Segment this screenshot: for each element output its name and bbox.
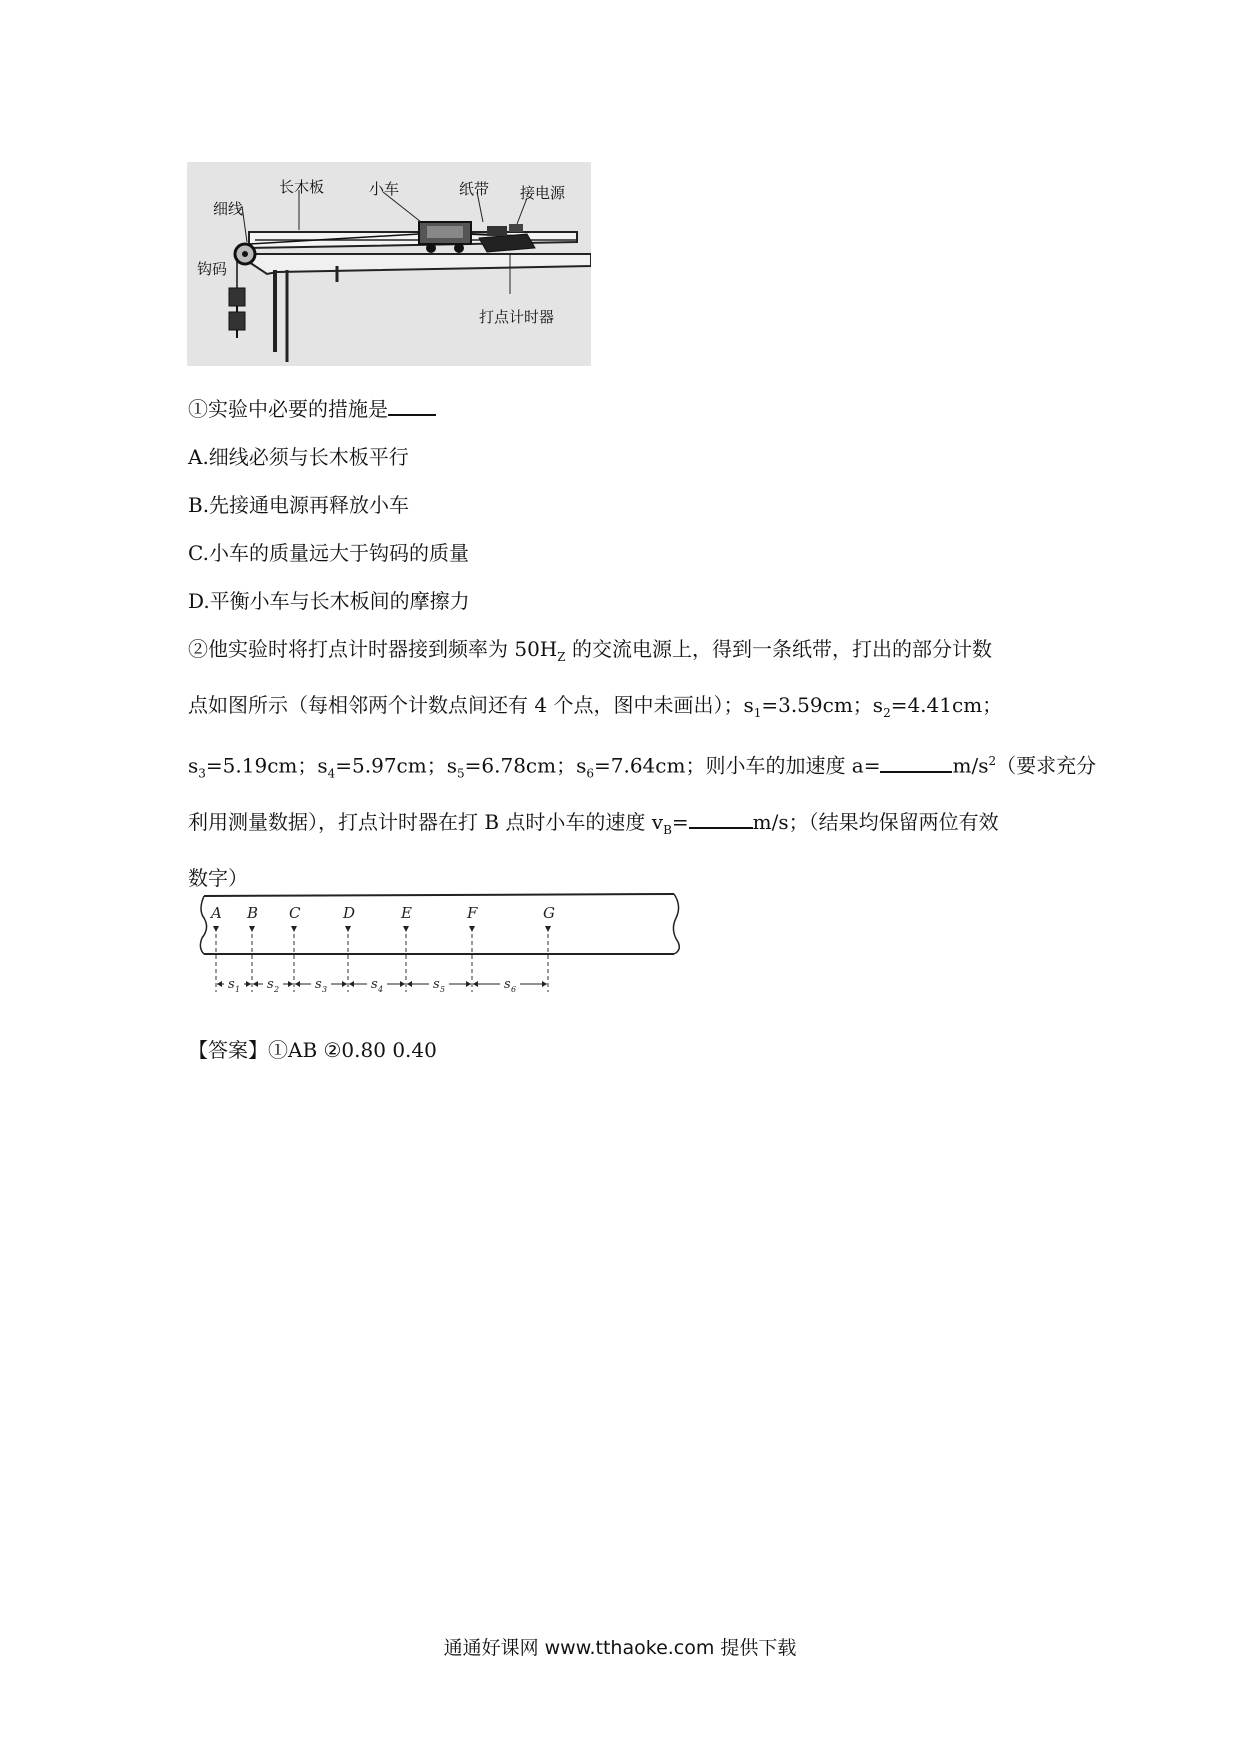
segment-label-s1: s: [228, 977, 235, 992]
answer-line: [188, 1036, 437, 1064]
segment-arrowhead-left-5: [407, 981, 412, 987]
segment-arrowhead-right-1: [246, 981, 251, 987]
tape-illustration: [196, 888, 690, 1008]
tape-point-label-a: A: [211, 904, 222, 922]
tape-point-label-c: C: [289, 904, 301, 922]
segment-label-sub-6: 6: [511, 985, 517, 994]
segment-label-sub-5: 5: [440, 985, 446, 994]
segment-label-sub-4: 4: [378, 985, 384, 994]
tape-point-label-f: F: [467, 904, 478, 922]
tape-top-edge: [204, 894, 674, 896]
segment-label-s6: s: [504, 977, 511, 992]
question1-blank: [388, 396, 436, 416]
velocity-blank: [689, 809, 753, 829]
tape-point-label-d: D: [343, 904, 356, 922]
label-thread: 细线: [213, 200, 244, 218]
question2-line4: 利用测量数据），打点计时器在打 B 点时小车的速度 $v_B= m/s$；（结果均保留两位有效: [188, 809, 999, 837]
tape-point-label-e: E: [401, 904, 412, 922]
label-board: 长木板: [279, 178, 325, 196]
question1-option-d: D.平衡小车与长木板间的摩擦力: [188, 589, 470, 613]
answer-label: 【答案】: [188, 1038, 268, 1062]
segment-label-s5: s: [433, 977, 440, 992]
footer-text: 通通好课网 www.tthaoke.com 提供下载: [443, 1637, 797, 1659]
label-weight: 钩码: [197, 260, 228, 278]
segment-arrowhead-right-6: [542, 981, 547, 987]
question2-line1: ②他实验时将打点计时器接到频率为 $50H_Z$ 的交流电源上，得到一条纸带，打出的部分计数: [188, 637, 992, 664]
tape-point-mark-a: [213, 926, 219, 932]
question2-line5: 数字）: [188, 865, 248, 890]
label-cart: 小车: [369, 180, 400, 198]
question1-option-c: C.小车的质量远大于钩码的质量: [188, 541, 469, 565]
segment-arrowhead-right-4: [400, 981, 405, 987]
segment-arrowhead-left-3: [295, 981, 300, 987]
tape-point-mark-d: [345, 926, 351, 932]
segment-arrowhead-left-4: [349, 981, 354, 987]
question2-paragraph: [188, 625, 1097, 902]
tape-point-mark-b: [249, 926, 255, 932]
segment-label-s3: s: [315, 977, 322, 992]
segment-arrowhead-left-1: [217, 981, 222, 987]
question1-stem-text: ①实验中必要的措施是: [188, 397, 388, 421]
question1-option-b: B.先接通电源再释放小车: [188, 493, 410, 517]
tape-left-tear: [200, 896, 206, 954]
acceleration-blank: [880, 753, 952, 773]
question1-option-a: A.细线必须与长木板平行: [188, 445, 409, 469]
segment-label-sub-3: 3: [322, 985, 328, 994]
apparatus-illustration: [187, 162, 591, 366]
answer-text: ①AB ②0.80 0.40: [268, 1038, 437, 1062]
tape-point-mark-g: [545, 926, 551, 932]
tape-point-mark-c: [291, 926, 297, 932]
tape-figure: [196, 888, 690, 1008]
tape-point-mark-f: [469, 926, 475, 932]
question2-line2: 点如图所示（每相邻两个计数点间还有 4 个点，图中未画出）；$s_1=3.59cm$；$s_2=4.41cm$；: [188, 693, 1003, 720]
label-power: 接电源: [520, 184, 566, 202]
segment-label-sub-2: 2: [274, 985, 280, 994]
segment-label-s4: s: [371, 977, 378, 992]
tape-point-label-g: G: [543, 904, 555, 922]
segment-arrowhead-right-3: [342, 981, 347, 987]
question2-line3: $s_3=5.19cm$；$s_4=5.97cm$；$s_5=6.78cm$；$s_6=7.64cm$；则小车的加速度 $a= m/s^2$（要求充分: [188, 753, 1097, 781]
segment-arrowhead-left-6: [473, 981, 478, 987]
tape-point-label-b: B: [247, 904, 259, 922]
segment-arrowhead-right-5: [466, 981, 471, 987]
segment-arrowhead-left-2: [253, 981, 258, 987]
label-timer: 打点计时器: [479, 308, 555, 326]
segment-label-s2: s: [267, 977, 274, 992]
question1-stem: [188, 395, 436, 423]
weight-icon: [229, 288, 245, 306]
segment-label-sub-1: 1: [235, 985, 241, 994]
tape-right-tear: [673, 894, 679, 954]
apparatus-figure: [187, 162, 591, 366]
segment-arrowhead-right-2: [288, 981, 293, 987]
tape-point-mark-e: [403, 926, 409, 932]
label-tape: 纸带: [459, 180, 490, 198]
